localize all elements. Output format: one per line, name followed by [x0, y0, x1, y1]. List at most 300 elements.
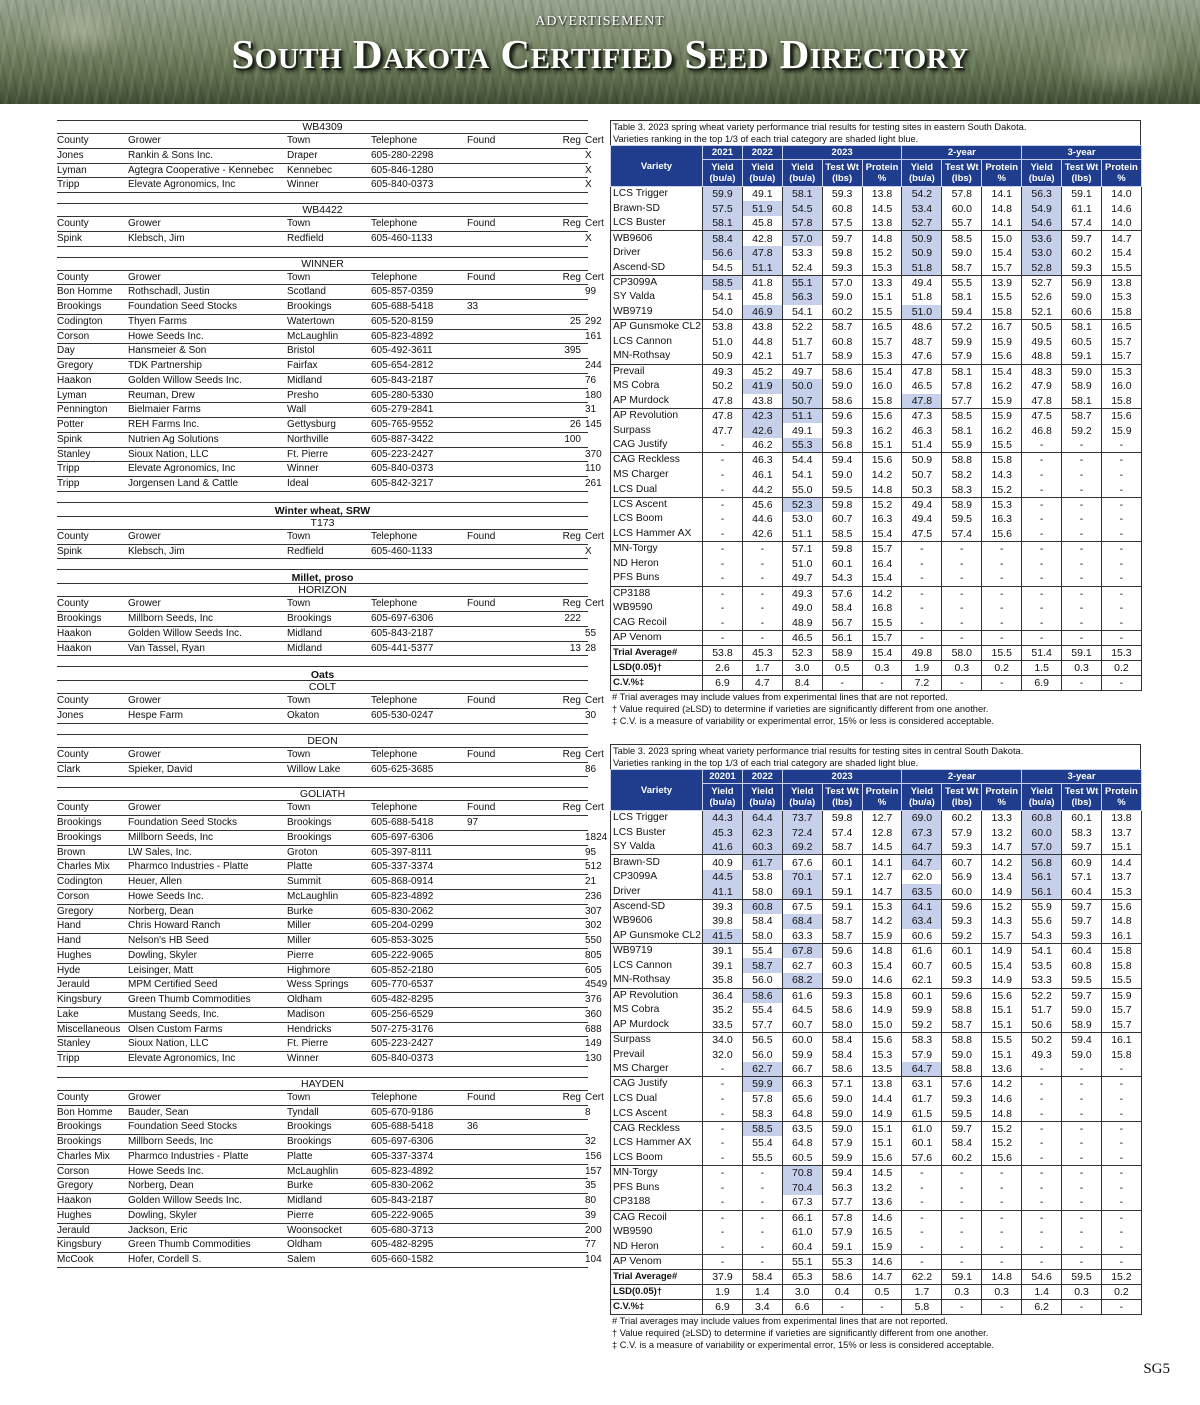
- value-cell: 60.4: [782, 1240, 822, 1255]
- value-cell: 53.0: [782, 512, 822, 527]
- value-cell: 60.8: [822, 201, 862, 216]
- column-header: Yield (bu/a): [782, 784, 822, 811]
- value-cell: 15.5: [1101, 973, 1141, 988]
- value-cell: 58.7: [1062, 408, 1102, 423]
- value-cell: 15.2: [982, 482, 1022, 497]
- value-cell: -: [902, 616, 942, 631]
- value-cell: -: [742, 542, 782, 557]
- value-cell: 64.1: [902, 899, 942, 914]
- value-cell: 44.2: [742, 482, 782, 497]
- value-cell: -: [1101, 1077, 1141, 1092]
- cell: Howe Seeds Inc.: [128, 890, 204, 902]
- variety-name: Driver: [611, 246, 703, 261]
- cell: [527, 846, 585, 861]
- cell: [467, 1037, 527, 1052]
- value-cell: -: [1062, 468, 1102, 483]
- value-cell: -: [1022, 497, 1062, 512]
- variety-name: GOLIATH: [57, 787, 588, 801]
- value-cell: 15.3: [862, 349, 902, 364]
- summary-row: [611, 1269, 1142, 1284]
- value-cell: 59.3: [1062, 260, 1102, 275]
- variety-name: AP Revolution: [611, 408, 703, 423]
- variety-name: DEON: [57, 734, 588, 748]
- cell: Winner: [287, 463, 319, 475]
- variety-row: [611, 187, 1142, 202]
- value-cell: 50.0: [782, 379, 822, 394]
- value-cell: -: [902, 601, 942, 616]
- variety-row: [611, 601, 1142, 616]
- variety-row: [611, 408, 1142, 423]
- value-cell: -: [942, 1210, 982, 1225]
- summary-value: 0.2: [1101, 660, 1141, 675]
- value-cell: 56.3: [782, 290, 822, 305]
- cell: Tripp: [57, 179, 80, 191]
- value-cell: 44.8: [742, 334, 782, 349]
- cell: Brookings: [57, 1121, 102, 1133]
- value-cell: 59.3: [822, 187, 862, 202]
- value-cell: 59.2: [942, 929, 982, 944]
- variety-name: AP Revolution: [611, 988, 703, 1003]
- value-cell: 53.4: [902, 201, 942, 216]
- column-header: Cert: [585, 135, 604, 146]
- value-cell: 56.3: [822, 1180, 862, 1195]
- value-cell: 47.6: [902, 349, 942, 364]
- cell: Draper: [287, 149, 318, 161]
- grower-row: [57, 330, 602, 345]
- column-header: County: [57, 748, 89, 760]
- value-cell: -: [982, 630, 1022, 645]
- value-cell: 55.9: [942, 438, 982, 453]
- value-cell: 59.8: [822, 246, 862, 261]
- cell: Tyndall: [287, 1106, 319, 1118]
- value-cell: 67.5: [782, 899, 822, 914]
- value-cell: -: [1022, 586, 1062, 601]
- value-cell: 57.4: [942, 527, 982, 542]
- column-header: Found: [467, 695, 496, 707]
- year-header: 2-year: [902, 770, 1022, 784]
- variety-name: WB4309: [57, 120, 588, 134]
- variety-name: LCS Buster: [611, 216, 703, 231]
- value-cell: -: [1101, 468, 1141, 483]
- cell: Howe Seeds Inc.: [128, 330, 204, 342]
- value-cell: 15.3: [862, 899, 902, 914]
- variety-row: [611, 423, 1142, 438]
- cell: 507-275-3176: [371, 1023, 434, 1035]
- value-cell: 59.3: [822, 423, 862, 438]
- value-cell: -: [1101, 1180, 1141, 1195]
- variety-name: HORIZON: [57, 583, 588, 597]
- value-cell: 62.3: [742, 825, 782, 840]
- variety-name: Brawn-SD: [611, 855, 703, 870]
- value-cell: 50.9: [902, 231, 942, 246]
- value-cell: -: [942, 616, 982, 631]
- column-header: Test Wt (lbs): [822, 784, 862, 811]
- grower-row: [57, 993, 602, 1008]
- value-cell: 14.2: [862, 586, 902, 601]
- cell: Lyman: [57, 164, 87, 176]
- cell: 605-654-2812: [371, 360, 434, 371]
- value-cell: 13.6: [862, 1195, 902, 1210]
- cell: [467, 344, 527, 359]
- value-cell: -: [742, 630, 782, 645]
- variety-header: Variety: [611, 146, 703, 187]
- cell: Oldham: [287, 994, 323, 1005]
- cell: [585, 344, 588, 359]
- value-cell: 14.8: [862, 482, 902, 497]
- value-cell: 58.1: [703, 216, 743, 231]
- value-cell: 49.5: [1022, 334, 1062, 349]
- cell: 605-688-5418: [371, 817, 434, 828]
- value-cell: -: [1022, 527, 1062, 542]
- cell: [467, 1150, 527, 1165]
- directory-header-row: [57, 217, 604, 232]
- value-cell: 15.0: [862, 1018, 902, 1033]
- summary-row: [611, 1299, 1142, 1314]
- cell: [467, 1023, 527, 1038]
- value-cell: 59.7: [1062, 988, 1102, 1003]
- summary-value: 15.4: [862, 645, 902, 660]
- cell: Day: [57, 345, 75, 357]
- value-cell: 14.3: [982, 914, 1022, 929]
- value-cell: 14.6: [862, 1254, 902, 1269]
- cell: [467, 418, 527, 433]
- summary-value: 37.9: [703, 1269, 743, 1284]
- value-cell: 14.1: [982, 216, 1022, 231]
- value-cell: 58.2: [942, 468, 982, 483]
- cell: Green Thumb Commodities: [128, 994, 251, 1005]
- value-cell: 49.1: [742, 187, 782, 202]
- value-cell: 15.7: [982, 929, 1022, 944]
- value-cell: 13.8: [862, 216, 902, 231]
- cell: 605-482-8295: [371, 1239, 434, 1251]
- variety-row: [611, 973, 1142, 988]
- column-header: Found: [467, 218, 496, 229]
- value-cell: 53.3: [1022, 973, 1062, 988]
- directory-header-row: [57, 801, 604, 816]
- value-cell: 58.0: [742, 884, 782, 899]
- value-cell: -: [1062, 1121, 1102, 1136]
- performance-table: [610, 769, 1142, 1315]
- column-header: Reg: [562, 695, 581, 707]
- cell: [527, 1165, 585, 1180]
- summary-label: C.V.%‡: [611, 675, 703, 690]
- summary-value: 0.5: [862, 1284, 902, 1299]
- variety-row: [611, 275, 1142, 290]
- summary-label: LSD(0.05)†: [611, 660, 703, 675]
- value-cell: 57.6: [902, 1151, 942, 1166]
- value-cell: 50.9: [902, 246, 942, 261]
- variety-name: AP Venom: [611, 630, 703, 645]
- column-header: Found: [467, 598, 496, 610]
- value-cell: 15.8: [1101, 958, 1141, 973]
- value-cell: 55.4: [742, 1136, 782, 1151]
- value-cell: -: [1062, 438, 1102, 453]
- cell: Wall: [287, 404, 307, 416]
- cell: Bielmaier Farms: [128, 404, 201, 416]
- cell: 25: [569, 315, 581, 327]
- variety-name: WB4422: [57, 203, 588, 217]
- cell: 605-830-2062: [371, 1180, 434, 1192]
- grower-row: [57, 816, 588, 831]
- value-cell: 58.4: [742, 914, 782, 929]
- value-cell: 64.7: [902, 1062, 942, 1077]
- value-cell: 16.5: [1101, 320, 1141, 335]
- directory-block: [57, 502, 604, 560]
- value-cell: 16.0: [1101, 379, 1141, 394]
- cell: Midland: [287, 374, 323, 386]
- value-cell: 41.8: [742, 275, 782, 290]
- value-cell: 36.4: [703, 988, 743, 1003]
- grower-row: [57, 359, 602, 374]
- variety-name: WB9590: [611, 1225, 703, 1240]
- cell: [527, 300, 585, 315]
- value-cell: 13.2: [862, 1180, 902, 1195]
- cell: X: [585, 545, 592, 557]
- value-cell: 58.6: [742, 988, 782, 1003]
- variety-row: [611, 899, 1142, 914]
- value-cell: 56.0: [742, 1047, 782, 1062]
- cell: 605-204-0299: [371, 920, 434, 932]
- value-cell: -: [703, 468, 743, 483]
- caption-line: Varieties ranking in the top 1/3 of each trial category are shaded light blue.: [613, 134, 919, 144]
- value-cell: 13.8: [862, 1077, 902, 1092]
- summary-value: -: [982, 675, 1022, 690]
- grower-row: [57, 433, 588, 448]
- value-cell: 15.7: [1101, 334, 1141, 349]
- value-cell: 59.0: [942, 1047, 982, 1062]
- value-cell: 55.7: [942, 216, 982, 231]
- grower-row: [57, 1209, 597, 1224]
- value-cell: 15.1: [862, 290, 902, 305]
- value-cell: 58.4: [703, 231, 743, 246]
- value-cell: 14.8: [1101, 914, 1141, 929]
- value-cell: 15.9: [982, 334, 1022, 349]
- value-cell: -: [902, 542, 942, 557]
- cell: [467, 374, 527, 389]
- cell: Foundation Seed Stocks: [128, 817, 237, 828]
- value-cell: 59.3: [822, 988, 862, 1003]
- value-cell: 60.1: [822, 855, 862, 870]
- variety-row: [611, 811, 1142, 826]
- cell: [467, 1165, 527, 1180]
- cell: 605-256-6529: [371, 1008, 434, 1020]
- cell: [467, 831, 527, 846]
- value-cell: 15.6: [982, 988, 1022, 1003]
- cell: Potter: [57, 419, 84, 430]
- table-footnotes: [610, 1315, 1141, 1351]
- value-cell: -: [1022, 1121, 1062, 1136]
- cell: [527, 890, 585, 905]
- cell: Pharmco Industries - Platte: [128, 861, 249, 873]
- cell: 36: [467, 1121, 479, 1133]
- cell: 145: [585, 419, 602, 430]
- cell: [467, 1179, 527, 1194]
- variety-row: [611, 260, 1142, 275]
- variety-name: MN-Rothsay: [611, 973, 703, 988]
- column-header: Yield (bu/a): [902, 160, 942, 187]
- summary-value: 15.3: [1101, 645, 1141, 660]
- value-cell: -: [1062, 601, 1102, 616]
- variety-name: AP Gunsmoke CL2: [611, 929, 703, 944]
- value-cell: 16.2: [862, 423, 902, 438]
- value-cell: 55.4: [742, 944, 782, 959]
- cell: Presho: [287, 389, 319, 401]
- column-header: County: [57, 598, 89, 610]
- value-cell: 51.9: [742, 201, 782, 216]
- cell: Haakon: [57, 1195, 92, 1206]
- cell: [467, 359, 527, 374]
- summary-value: 58.4: [742, 1269, 782, 1284]
- value-cell: -: [982, 1166, 1022, 1181]
- value-cell: 15.4: [862, 527, 902, 542]
- value-cell: 15.5: [982, 290, 1022, 305]
- column-header: Town: [287, 530, 311, 542]
- value-cell: 57.4: [1062, 216, 1102, 231]
- value-cell: 57.7: [742, 1018, 782, 1033]
- variety-name: LCS Boom: [611, 1151, 703, 1166]
- column-header: Test Wt (lbs): [942, 160, 982, 187]
- crop-category: Millet, proso: [57, 569, 588, 583]
- summary-value: 2.6: [703, 660, 743, 675]
- value-cell: -: [1062, 1240, 1102, 1255]
- cell: Spink: [57, 232, 83, 244]
- value-cell: 60.8: [1022, 811, 1062, 826]
- value-cell: 15.7: [862, 334, 902, 349]
- value-cell: 58.3: [742, 1106, 782, 1121]
- grower-row: [57, 418, 602, 433]
- value-cell: 56.1: [1022, 884, 1062, 899]
- value-cell: 15.9: [862, 929, 902, 944]
- variety-row: [611, 201, 1142, 216]
- cell: Winner: [287, 1053, 319, 1064]
- value-cell: 57.8: [822, 1210, 862, 1225]
- cell: [467, 164, 527, 179]
- value-cell: 56.1: [822, 630, 862, 645]
- value-cell: 59.7: [822, 231, 862, 246]
- value-cell: -: [1022, 630, 1062, 645]
- cell: Van Tassel, Ryan: [128, 642, 205, 654]
- cell: 605-840-0373: [371, 1053, 434, 1064]
- variety-row: [611, 216, 1142, 231]
- value-cell: -: [742, 1225, 782, 1240]
- value-cell: 59.0: [822, 973, 862, 988]
- cell: [527, 330, 585, 345]
- value-cell: 48.8: [1022, 349, 1062, 364]
- column-header: County: [57, 271, 89, 283]
- cell: Brown: [57, 846, 86, 858]
- value-cell: 15.1: [982, 1018, 1022, 1033]
- value-cell: 52.1: [1022, 305, 1062, 320]
- value-cell: 54.1: [782, 305, 822, 320]
- value-cell: -: [703, 1210, 743, 1225]
- column-header: Reg: [562, 218, 581, 229]
- value-cell: -: [1062, 1195, 1102, 1210]
- summary-value: 6.6: [782, 1299, 822, 1314]
- grower-row: [57, 860, 602, 875]
- grower-row: [57, 462, 601, 477]
- cell: 1824: [585, 831, 608, 843]
- value-cell: 57.1: [782, 542, 822, 557]
- cell: Willow Lake: [287, 763, 341, 775]
- summary-value: -: [862, 675, 902, 690]
- value-cell: 15.1: [982, 1047, 1022, 1062]
- cell: [467, 232, 527, 247]
- value-cell: 57.2: [942, 320, 982, 335]
- cell: Brookings: [287, 817, 332, 828]
- value-cell: -: [1062, 1180, 1102, 1195]
- cell: 605-670-9186: [371, 1106, 434, 1118]
- value-cell: -: [1101, 438, 1141, 453]
- value-cell: 49.1: [782, 423, 822, 438]
- value-cell: 59.9: [902, 1003, 942, 1018]
- value-cell: 50.2: [703, 379, 743, 394]
- cell: 39: [585, 1209, 597, 1221]
- cell: Scotland: [287, 286, 326, 298]
- grower-row: [57, 642, 597, 657]
- cell: 605-222-9065: [371, 949, 434, 961]
- value-cell: 63.4: [902, 914, 942, 929]
- value-cell: 57.5: [703, 201, 743, 216]
- value-cell: -: [982, 586, 1022, 601]
- cell: Oldham: [287, 1239, 323, 1251]
- value-cell: 32.0: [703, 1047, 743, 1062]
- value-cell: 58.4: [942, 1136, 982, 1151]
- value-cell: 58.5: [942, 231, 982, 246]
- value-cell: 13.8: [1101, 811, 1141, 826]
- value-cell: 57.5: [822, 216, 862, 231]
- table-caption: [610, 120, 1141, 145]
- cell: Brookings: [57, 817, 102, 828]
- value-cell: 16.8: [862, 601, 902, 616]
- directory-block: [57, 734, 604, 778]
- column-header: Cert: [585, 530, 604, 542]
- variety-row: [611, 468, 1142, 483]
- variety-row: [611, 320, 1142, 335]
- value-cell: 52.2: [782, 320, 822, 335]
- page-title: South Dakota Certified Seed Directory: [231, 31, 969, 77]
- cell: 605-846-1280: [371, 164, 434, 176]
- value-cell: -: [703, 1062, 743, 1077]
- grower-row: [57, 1106, 591, 1121]
- cell: 605-280-5330: [371, 389, 434, 401]
- value-cell: 58.4: [822, 1047, 862, 1062]
- cell: [527, 164, 585, 179]
- value-cell: 47.5: [1022, 408, 1062, 423]
- variety-name: LCS Boom: [611, 512, 703, 527]
- summary-row: [611, 675, 1142, 690]
- value-cell: -: [942, 630, 982, 645]
- value-cell: 65.6: [782, 1092, 822, 1107]
- variety-name: Ascend-SD: [611, 899, 703, 914]
- cell: Charles Mix: [57, 1150, 110, 1162]
- value-cell: -: [902, 586, 942, 601]
- cell: [527, 1253, 585, 1268]
- cell: 605-460-1133: [371, 232, 433, 244]
- value-cell: 15.9: [982, 394, 1022, 409]
- value-cell: 58.0: [742, 929, 782, 944]
- value-cell: 60.3: [742, 840, 782, 855]
- cell: Klebsch, Jim: [128, 232, 185, 244]
- cell: Reuman, Drew: [128, 389, 195, 401]
- value-cell: -: [982, 1240, 1022, 1255]
- value-cell: 48.7: [902, 334, 942, 349]
- cell: Ft. Pierre: [287, 1038, 329, 1050]
- variety-row: [611, 379, 1142, 394]
- variety-name: LCS Trigger: [611, 187, 703, 202]
- value-cell: 41.5: [703, 929, 743, 944]
- value-cell: -: [703, 1136, 743, 1151]
- cell: 605-520-8159: [371, 315, 434, 327]
